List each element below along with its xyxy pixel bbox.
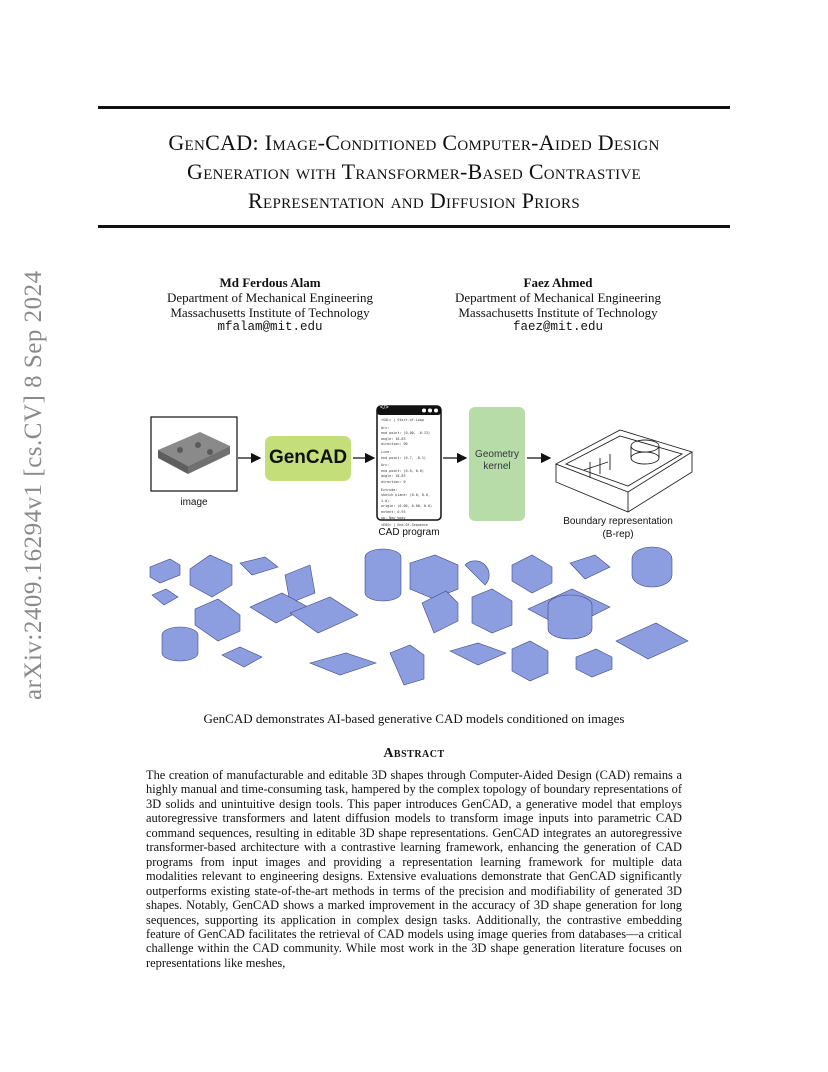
cad-part: [195, 599, 240, 641]
brep-wireframe: [556, 430, 692, 512]
brep-label-line: (B-rep): [602, 529, 634, 540]
title-line-1: GenCAD: Image-Conditioned Computer-Aided Design: [168, 130, 660, 155]
author-dept: Department of Mechanical Engineering: [166, 290, 374, 305]
code-line: <SOL> | Start-of-Loop: [381, 418, 424, 422]
title-rule-bottom: [98, 225, 730, 228]
image-label: image: [180, 497, 208, 508]
code-line: Arc:: [381, 425, 390, 430]
cad-part: [512, 555, 552, 593]
cad-part: [570, 555, 610, 579]
code-line: direction: 0: [381, 479, 406, 484]
cad-part: [365, 549, 401, 601]
abstract-text: The creation of manufacturable and editable 3D shapes through Computer-Aided Design (CAD) remains a highly manual and time-consuming task, hampered by the complex topology of boundary representations of 3D solids and unintuitive design tools. This paper introduces GenCAD, a generative model that employs autoregressive transformers and latent diffusion models to transform image inputs into parametric CAD command sequences, resulting in editable 3D shape representations. GenCAD integrates an autoregressive transformer-based architecture with a contrastive learning framework, enhancing the generation of CAD programs from input images and providing a representation learning framework for multiple data modalities relevant to engineering designs. Extensive evaluations demonstrate that GenCAD significantly outperforms existing state-of-the-art methods in terms of the precision and modifiability of generated 3D shapes. Notably, GenCAD shows a marked improvement in the accuracy of 3D shape generation for long sequences, supporting its application in complex design tasks. Additionally, the contrastive embedding feature of GenCAD facilitates the retrieval of CAD models using image queries from databases—a critical challenge within the CAD community. While most work in the 3D shape generation literature focuses on representations like meshes,: [146, 768, 682, 970]
brep-label-line: Boundary representation: [563, 516, 673, 527]
cad-part: [512, 641, 548, 681]
cad-part: [290, 597, 358, 633]
cad-part: [450, 643, 506, 665]
title-line-3: Representation and Diffusion Priors: [248, 188, 580, 213]
cad-part: [190, 555, 232, 597]
arxiv-side-stamp: arXiv:2409.16294v1 [cs.CV] 8 Sep 2024: [20, 270, 47, 700]
cad-program-label: CAD program: [378, 527, 440, 538]
kernel-label-line: kernel: [483, 461, 511, 472]
author-dept: Department of Mechanical Engineering: [454, 290, 662, 305]
code-line: origin: (0.00, 0.00, 0.0): [381, 504, 433, 509]
code-line: <EOS> | End-Of-Sequence: [381, 523, 428, 528]
cad-part: [576, 649, 612, 677]
author-email[interactable]: faez@mit.edu: [512, 320, 603, 334]
kernel-label-line: Geometry: [475, 449, 519, 460]
cad-part: [548, 595, 592, 639]
cad-part: [465, 561, 489, 585]
author-inst: Massachusetts Institute of Technology: [458, 305, 658, 320]
cad-part: [162, 627, 198, 661]
cad-part: [472, 589, 512, 633]
code-line: Extrude:: [381, 487, 398, 492]
code-line: angle: 18.83: [381, 474, 406, 479]
brep-label: [548, 515, 688, 541]
cad-part: [410, 555, 458, 599]
code-lines: [381, 418, 437, 528]
cad-part: [240, 557, 278, 575]
cad-part: [390, 645, 424, 685]
cad-part: [616, 623, 688, 659]
code-line: direction: 00: [381, 442, 408, 447]
cad-part: [632, 547, 672, 587]
cad-part: [222, 647, 262, 667]
code-line: sketch plane: (0.0, 0.0, 1.0): [381, 493, 430, 503]
geometry-kernel-label: [469, 449, 525, 473]
author-block-1: [140, 275, 400, 335]
cad-parts-gallery: [140, 545, 700, 695]
code-line: Arc:: [381, 463, 390, 468]
cad-part: [310, 653, 376, 675]
abstract-heading: Abstract: [383, 746, 445, 761]
code-line: op: New_body: [381, 515, 406, 520]
paper-title: [98, 128, 730, 215]
code-header: </>: [380, 405, 389, 411]
code-line: end point: (0.7, -0.1): [381, 455, 426, 460]
code-line: extent: 0.93: [381, 509, 406, 514]
cad-part: [422, 591, 458, 633]
code-line: Line:: [381, 449, 392, 454]
title-line-2: Generation with Transformer-Based Contrastive: [187, 159, 641, 184]
code-line: end point: (0.0, 0.0): [381, 468, 424, 473]
gencad-label: GenCAD: [268, 447, 348, 468]
author-inst: Massachusetts Institute of Technology: [170, 305, 370, 320]
cad-part: [150, 559, 180, 583]
code-line: angle: 18.83: [381, 436, 406, 441]
author-block-2: [428, 275, 688, 335]
cad-part: [152, 589, 178, 605]
author-email[interactable]: mfalam@mit.edu: [217, 320, 323, 334]
code-line: end point: (0.00, -0.13): [381, 431, 430, 436]
author-name: Faez Ahmed: [523, 275, 593, 290]
figure-caption: GenCAD demonstrates AI-based generative CAD models conditioned on images: [203, 711, 625, 726]
author-name: Md Ferdous Alam: [219, 275, 321, 290]
title-rule-top: [98, 106, 730, 109]
